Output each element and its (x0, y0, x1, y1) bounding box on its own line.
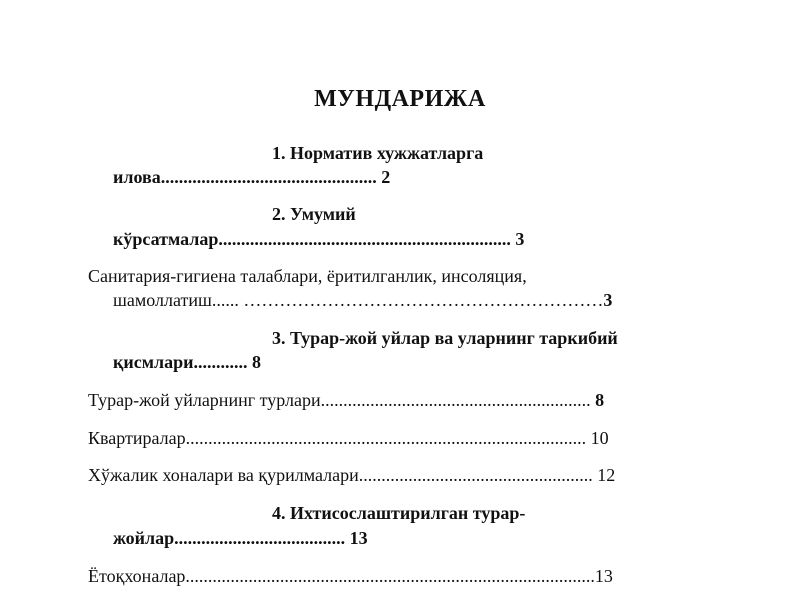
toc-entry-housing-types-text: Турар-жой уйларнинг турлари............................................................ (88, 390, 591, 410)
toc-entry-utility-rooms: Хўжалик хоналари ва қурилмалари.................................................... 12 (88, 465, 616, 485)
toc-entry-sanitary-page (113, 289, 612, 311)
toc-entry-3-title: 3. Турар-жой уйлар ва уларнинг таркибий (272, 328, 618, 348)
toc-entry-2-title: 2. Умумий (272, 204, 356, 224)
toc-entry-1-page: илова................................................ 2 (113, 167, 391, 187)
toc-entry-sanitary-number: 3 (603, 290, 613, 310)
toc-entry-sanitary-title: Санитария-гигиена талаблари, ёритилганлик, инсоляция, (88, 266, 527, 286)
toc-entry-1-title: 1. Норматив хужжатларга (272, 143, 484, 163)
toc-entry-4-title: 4. Ихтисослаштирилган турар- (272, 503, 526, 523)
toc-entry-3-page: қисмлари............ 8 (113, 352, 261, 372)
toc-entry-2-page: кўрсатмалар................................................................. 3 (113, 229, 525, 249)
toc-entry-apartments: Квартиралар......................................................................................... 10 (88, 428, 609, 448)
toc-entry-housing-types (88, 389, 604, 411)
toc-entry-dormitories: Ётоқхоналар...........................................................................................13 (88, 566, 613, 586)
toc-entry-4-page: жойлар...................................... 13 (113, 528, 368, 548)
toc-entry-sanitary-leader: шамоллатиш...... …………………………………………………… (113, 290, 604, 310)
page-title: МУНДАРИЖА (314, 86, 486, 112)
toc-entry-housing-types-page: 8 (595, 390, 605, 410)
